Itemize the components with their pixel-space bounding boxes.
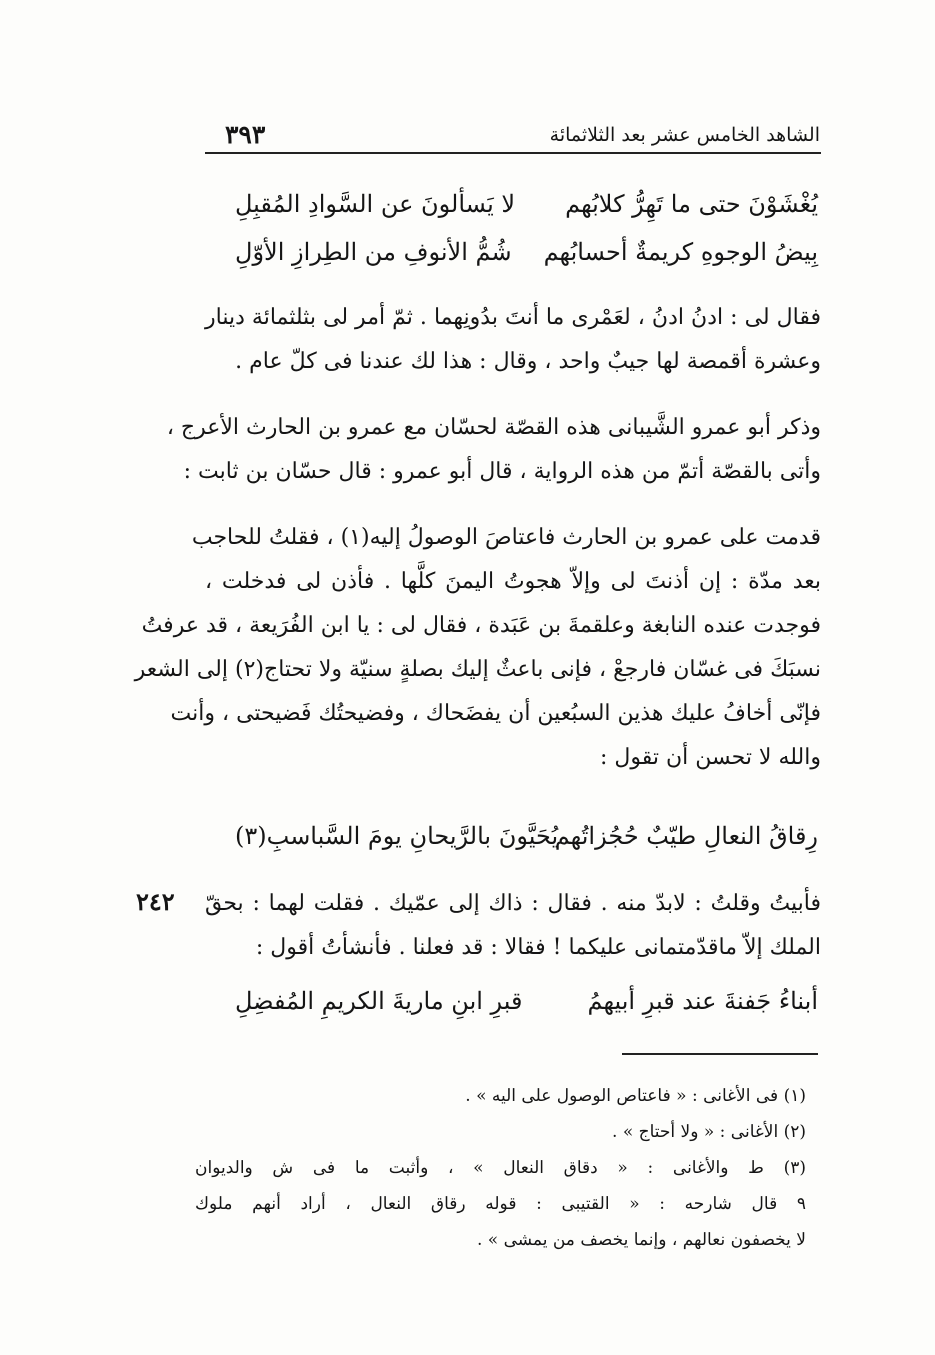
verse-first-hemistich: يُغْشَوْنَ حتى ما تَهِرُّ كلابُهم bbox=[565, 190, 818, 218]
verse-second-hemistich: يُحَيَّونَ بالرَّيحانِ يومَ السَّباسبِ(٣) bbox=[235, 822, 559, 850]
verse-second-hemistich: لا يَسألونَ عن السَّوادِ المُقبِلِ bbox=[235, 190, 516, 218]
text-line: بعد مدّة : إن أذنتَ لى وإلاّ هجوتُ اليمنَ كلَّها . فأذن لى فدخلت ، bbox=[205, 569, 821, 594]
footnote-rule bbox=[622, 1053, 818, 1055]
text-line: نسبَكَ فى غسّان فارجعْ ، فإنى باعثٌ إليك بصلةٍ سنيّة ولا تحتاج(٢) إلى الشعر bbox=[134, 657, 821, 682]
verse-line bbox=[235, 822, 818, 866]
running-header bbox=[205, 120, 820, 154]
footnote: (٣) ط والأغانى : « دقاق النعال » ، وأثبت ما فى ش والديوان bbox=[195, 1158, 806, 1178]
footnote: لا يخصفون نعالهم ، وإنما يخصف من يمشى » . bbox=[476, 1230, 806, 1250]
verse-first-hemistich: أبناءُ جَفنةَ عند قبرِ أبيهمُ bbox=[587, 987, 818, 1015]
footnotes bbox=[195, 1078, 806, 1258]
verse-second-hemistich: قبرِ ابنِ ماريةَ الكريمِ المُفضِلِ bbox=[235, 987, 523, 1015]
running-title: الشاهد الخامس عشر بعد الثلاثمائة bbox=[549, 124, 820, 146]
text-line: فأبيتُ وقلتُ : لابدّ منه . فقال : ذاك إلى عمّيك . فقلت لهما : بحقّ bbox=[205, 891, 821, 916]
text-line: قدمت على عمرو بن الحارث فاعتاصَ الوصولُ إليه(١) ، فقلتُ للحاجب bbox=[191, 525, 821, 550]
text-line: فإنّى أخافُ عليك هذين السبُعين أن يفضَحاك ، وفضيحتُك فَضيحتى ، وأنت bbox=[170, 701, 821, 726]
paragraph bbox=[205, 882, 821, 970]
footnote: (١) فى الأغانى : « فاعتاص الوصول على اليه » . bbox=[465, 1086, 806, 1106]
page-number: ٣٩٣ bbox=[225, 120, 266, 149]
paragraph bbox=[205, 296, 821, 384]
verse-first-hemistich: رِقاقُ النعالِ طيّبٌ حُجُزاتُهم bbox=[554, 822, 818, 850]
text-line: والله لا تحسن أن تقول : bbox=[599, 745, 821, 770]
footnote: ٩ قال شارحه : « القتيبى : قوله رقاق النعال ، أراد أنهم ملوك bbox=[195, 1194, 806, 1214]
footnote: (٢) الأغانى : « ولا أحتاج » . bbox=[612, 1122, 806, 1142]
header-rule bbox=[205, 152, 821, 154]
text-line: فقال لى : ادنُ ادنُ ، لعَمْرى ما أنتَ بدُونِهما . ثمّ أمر لى بثلثمائة دينار bbox=[205, 305, 821, 330]
text-line: وأتى بالقصّة أتمّ من هذه الرواية ، قال أبو عمرو : قال حسّان بن ثابت : bbox=[183, 459, 821, 484]
verse-line bbox=[235, 238, 818, 282]
paragraph bbox=[166, 406, 821, 494]
text-line: الملك إلاّ ماقدّمتمانى عليكما ! فقالا : قد فعلنا . فأنشأتُ أقول : bbox=[255, 935, 821, 960]
verse-second-hemistich: شُمُّ الأنوفِ من الطِرازِ الأوّلِ bbox=[235, 238, 512, 266]
text-line: فوجدت عنده النابغة وعلقمةَ بن عَبَدة ، فقال لى : يا ابن الفُرَيعة ، قد عرفتُ bbox=[141, 613, 821, 638]
verse-line bbox=[235, 987, 818, 1031]
text-line: وذكر أبو عمرو الشَّيبانى هذه القصّة لحسّان مع عمرو بن الحارث الأعرج ، bbox=[166, 415, 821, 440]
verse-line bbox=[235, 190, 818, 234]
text-line: وعشرة أقمصة لها جيبٌ واحد ، وقال : هذا لك عندنا فى كلّ عام . bbox=[235, 349, 821, 374]
margin-number: ٢٤٢ bbox=[136, 887, 175, 916]
paragraph bbox=[134, 516, 821, 780]
verse-first-hemistich: بِيضُ الوجوهِ كريمةٌ أحسابُهم bbox=[543, 238, 818, 266]
